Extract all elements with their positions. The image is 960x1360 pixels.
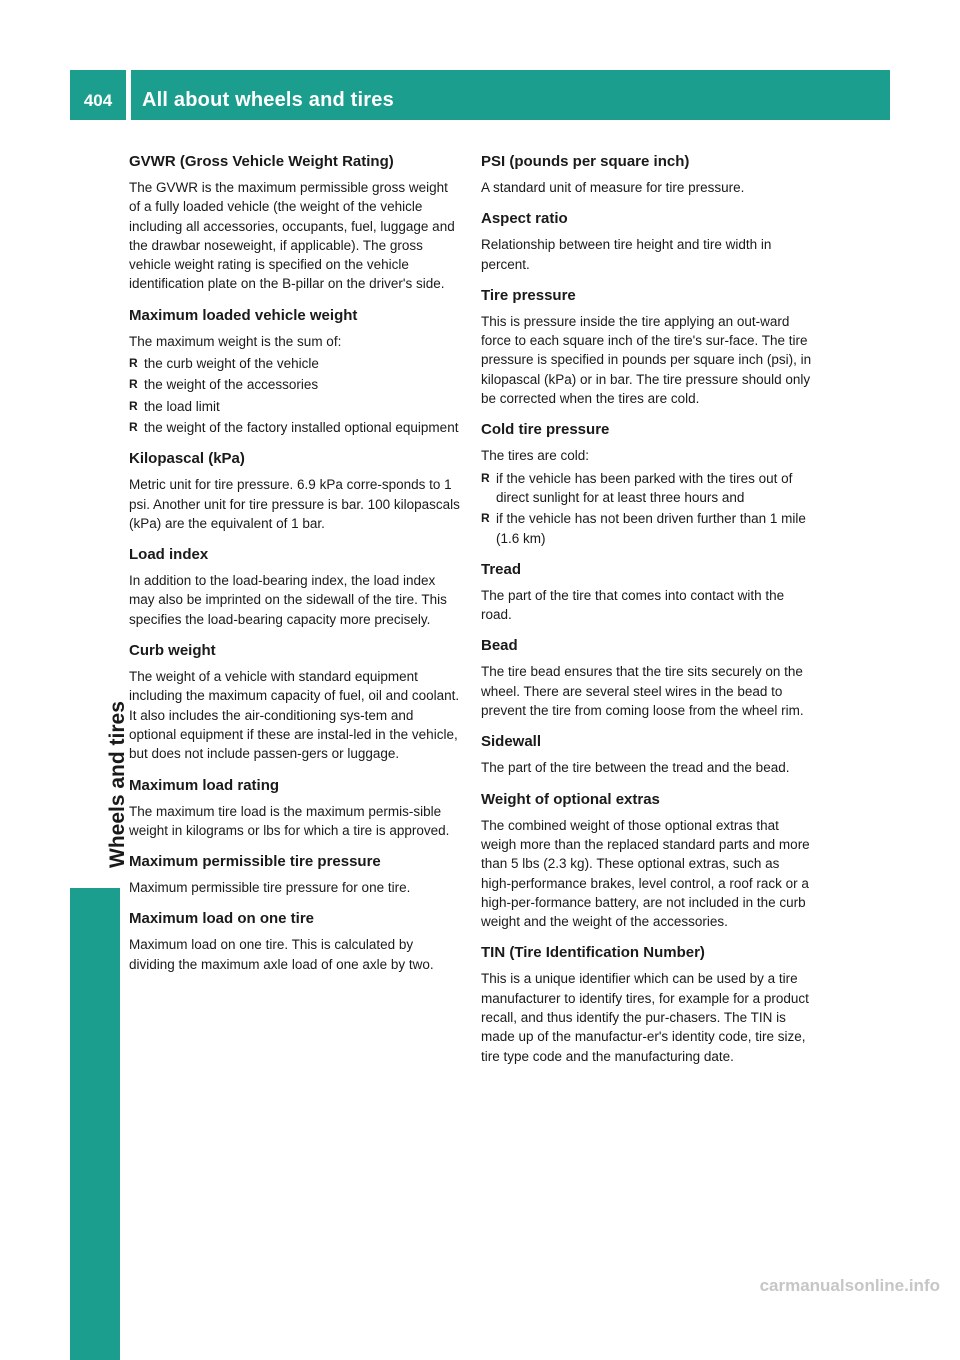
header-divider: [126, 70, 131, 120]
term-bead: Bead: [481, 637, 518, 655]
term-cold-tire-pressure: Cold tire pressure: [481, 421, 610, 439]
definition-sidewall: The part of the tire between the tread and the bead.: [481, 760, 790, 776]
term-max-load-one-tire: Maximum load on one tire: [129, 910, 315, 928]
list-item: R if the vehicle has been parked with the tires out of direct sunlight for at least three hours and: [481, 470, 793, 505]
term-sidewall: Sidewall: [481, 733, 542, 751]
bullet-icon: R: [129, 377, 138, 392]
list-item: R if the vehicle has not been driven further than 1 mile (1.6 km): [481, 511, 806, 546]
list-item: R the weight of the factory installed optional equipment: [129, 418, 460, 437]
definition-bead: The tire bead ensures that the tire sits securely on the wheel. There are several steel wires in the bead to prevent the tire from coming loose from the wheel rim.: [481, 664, 804, 719]
footer-watermark: carmanualsonline.info: [759, 1276, 940, 1295]
term-tin: TIN (Tire Identification Number): [481, 944, 705, 962]
term-kilopascal: Kilopascal (kPa): [129, 450, 245, 468]
bullet-icon: R: [129, 356, 138, 371]
max-loaded-list: [129, 354, 460, 437]
bullet-icon: R: [129, 398, 138, 413]
definition-cold-intro: The tires are cold:: [481, 448, 590, 464]
definition-tire-pressure: This is pressure inside the tire applying an out-ward force to each square inch of the tire's sur-face. The tire pressure is specified in pounds per square inch (psi), in kilopascal (kPa) or in bar. The tire pressure should only be corrected when the tires are cold.: [481, 313, 812, 407]
definition-tread: The part of the tire that comes into contact with the road.: [481, 587, 785, 623]
section-color-block: [70, 888, 120, 1360]
definition-optional-extras: The combined weight of those optional extras that weigh more than the replaced standard parts and more than 5 lbs (2.3 kg). These optional extras, such as high-performance brakes, level control, a roof rack or a high-per-formance battery, are not included in the curb weight and the weight of the accessories.: [481, 817, 810, 930]
left-column: [129, 152, 460, 986]
list-item: R the curb weight of the vehicle: [129, 354, 460, 373]
definition-kilopascal: Metric unit for tire pressure. 6.9 kPa corre-sponds to 1 psi. Another unit for tire pressure is bar. 100 kilopascals (kPa) are the equivalent of 1 bar.: [129, 477, 460, 531]
section-label: Wheels and tires: [106, 701, 129, 868]
page-title: All about wheels and tires: [142, 89, 394, 111]
term-curb-weight: Curb weight: [129, 642, 216, 660]
term-gvwr: GVWR (Gross Vehicle Weight Rating): [129, 153, 394, 170]
bullet-icon: R: [481, 511, 490, 526]
list-item: R the load limit: [129, 397, 460, 416]
term-optional-extras: Weight of optional extras: [481, 790, 660, 808]
definition-aspect-ratio: Relationship between tire height and tire width in percent.: [481, 237, 772, 272]
page-header: [70, 70, 890, 120]
definition-max-load-rating: The maximum tire load is the maximum permis-sible weight in kilograms or lbs for which a tire is approved.: [129, 803, 450, 838]
term-max-loaded-weight: Maximum loaded vehicle weight: [129, 306, 358, 324]
right-column: [481, 152, 812, 1078]
definition-max-load-one-tire: Maximum load on one tire. This is calculated by dividing the maximum axle load of one axle by two.: [129, 937, 434, 972]
term-tire-pressure: Tire pressure: [481, 286, 576, 304]
term-aspect-ratio: Aspect ratio: [481, 210, 568, 228]
definition-curb-weight: The weight of a vehicle with standard equipment including the maximum capacity of fuel, oil and coolant. It also includes the air-conditioning sys-tem and optional equipment if these are instal-led in the vehicle, but does not include passen-gers or luggage.: [129, 669, 460, 762]
definition-tin: This is a unique identifier which can be used by a tire manufacturer to identify tires, for example for a product recall, and thus identify the pur-chasers. The TIN is made up of the manufactur-er's identity code, tire size, tire type code and the manufacturing date.: [481, 971, 809, 1064]
term-max-permissible-pressure: Maximum permissible tire pressure: [129, 853, 381, 871]
page-number: 404: [83, 91, 113, 110]
definition-gvwr: The GVWR is the maximum permissible gross weight of a fully loaded vehicle (the weight of the vehicle including all accessories, occupants, fuel, luggage and the drawbar noseweight, if applicable). The gross vehicle weight rating is specified on the vehicle identification plate on the B-pillar on the driver's side.: [129, 180, 455, 292]
definition-load-index: In addition to the load-bearing index, the load index may also be imprinted on the sidewall of the tire. This specifies the load-bearing capacity more precisely.: [129, 573, 447, 627]
bullet-icon: R: [129, 419, 138, 434]
list-item: R the weight of the accessories: [129, 375, 460, 394]
section-sidebar: [70, 120, 129, 1240]
term-load-index: Load index: [129, 546, 209, 564]
definition-max-permissible-pressure: Maximum permissible tire pressure for one tire.: [129, 880, 411, 896]
definition-max-loaded-intro: The maximum weight is the sum of:: [129, 333, 342, 349]
bullet-icon: R: [481, 470, 490, 485]
term-psi: PSI (pounds per square inch): [481, 153, 690, 170]
definition-psi: A standard unit of measure for tire pressure.: [481, 180, 745, 195]
term-tread: Tread: [481, 560, 522, 578]
term-max-load-rating: Maximum load rating: [129, 776, 280, 794]
cold-pressure-list: [481, 469, 812, 548]
